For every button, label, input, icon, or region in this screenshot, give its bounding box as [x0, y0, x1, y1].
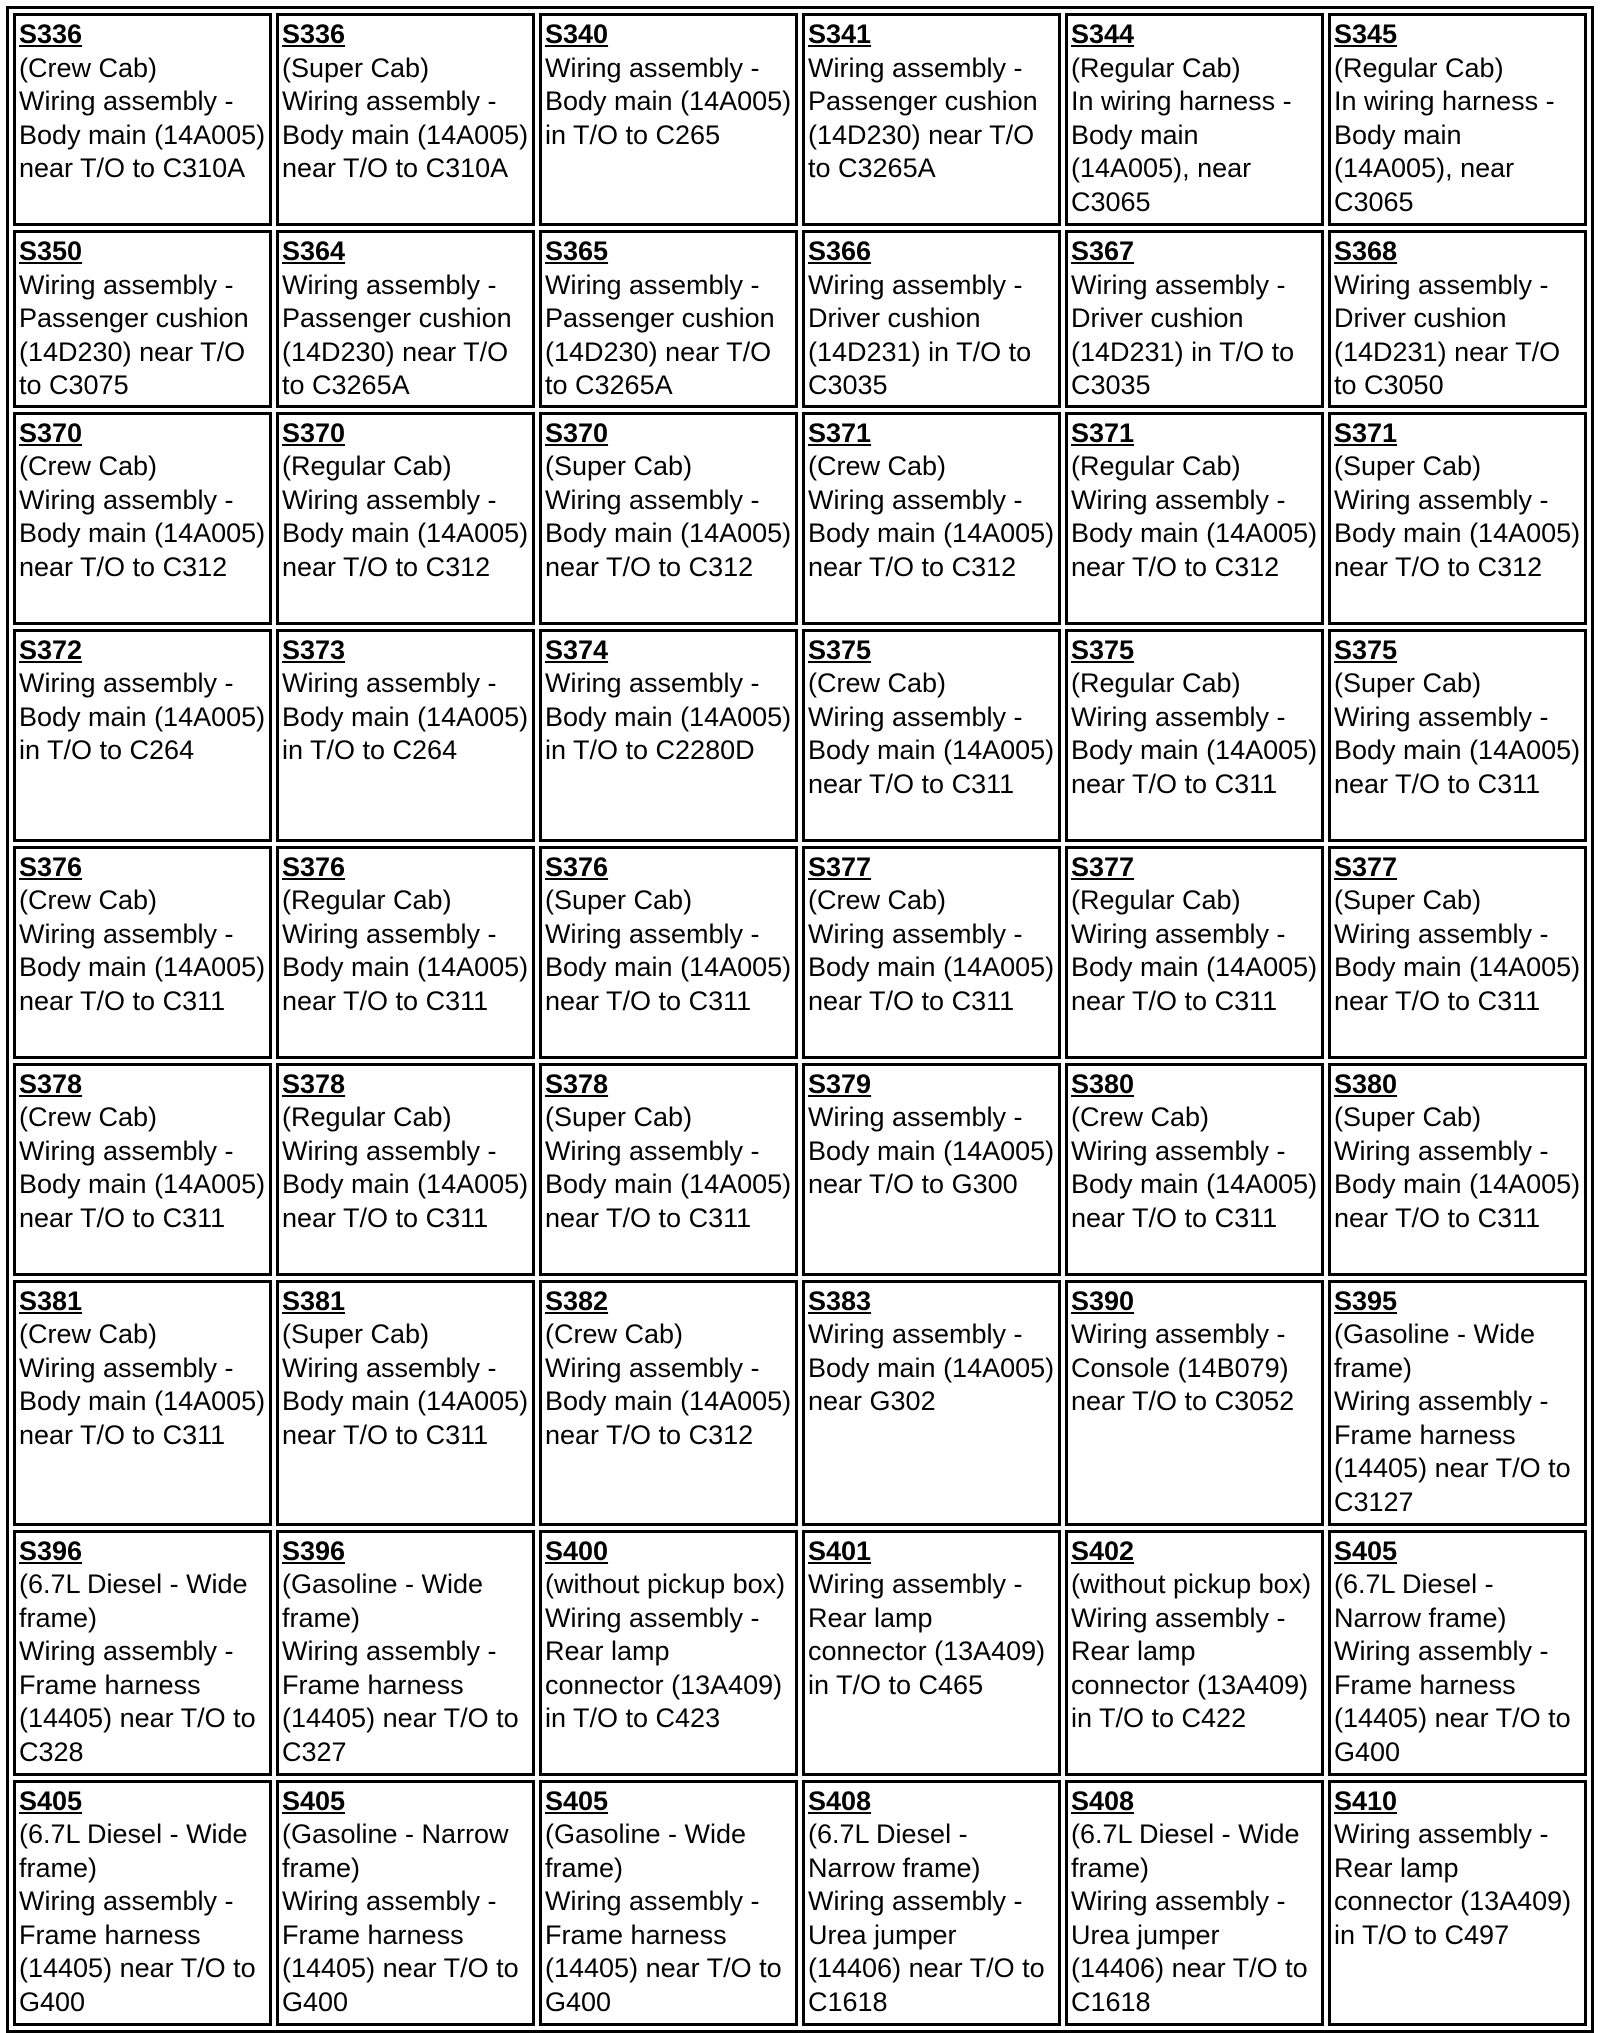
splice-location-description: Wiring assembly - Frame harness (14405) near T/O to G400: [282, 1886, 519, 2017]
splice-id: S364: [282, 236, 346, 266]
splice-location-description: Wiring assembly - Body main (14A005) near T/O to C311: [1071, 918, 1318, 1016]
splice-cell: [802, 1780, 1061, 2026]
splice-location-description: Wiring assembly - Body main (14A005) near T/O to C311: [1071, 701, 1318, 799]
vehicle-qualifier: (without pickup box): [545, 1569, 786, 1599]
splice-cell: [1328, 1280, 1587, 1526]
vehicle-qualifier: (Crew Cab): [19, 885, 158, 915]
splice-id: S379: [808, 1068, 872, 1099]
splice-cell: [802, 1280, 1061, 1526]
splice-cell: [13, 1063, 272, 1276]
splice-id: S380: [1334, 1068, 1398, 1099]
splice-id: S341: [808, 19, 872, 49]
splice-location-description: Wiring assembly - Body main (14A005) in T/O to C264: [19, 668, 266, 765]
splice-id: S381: [282, 1285, 346, 1316]
vehicle-qualifier: (Crew Cab): [808, 668, 947, 698]
splice-location-description: Wiring assembly - Body main (14A005) near T/O to C312: [1071, 484, 1318, 582]
splice-id: S368: [1334, 236, 1398, 266]
splice-id: S350: [19, 236, 83, 266]
vehicle-qualifier: (Regular Cab): [1071, 885, 1241, 915]
splice-location-description: Wiring assembly - Frame harness (14405) near T/O to C327: [282, 1636, 519, 1767]
splice-location-description: Wiring assembly - Rear lamp connector (13A409) in T/O to C497: [1334, 1819, 1572, 1950]
vehicle-qualifier: (Regular Cab): [1334, 52, 1504, 83]
splice-cell: [13, 1780, 272, 2026]
splice-location-description: Wiring assembly - Body main (14A005) near T/O to C311: [19, 918, 266, 1016]
splice-id: S376: [545, 851, 609, 882]
splice-id: S378: [282, 1068, 346, 1099]
splice-id: S377: [1334, 851, 1398, 882]
splice-id: S375: [1334, 634, 1398, 665]
splice-location-description: Wiring assembly - Frame harness (14405) near T/O to G400: [19, 1886, 256, 2017]
splice-location-description: Wiring assembly - Body main (14A005) near T/O to C311: [282, 1135, 529, 1233]
vehicle-qualifier: (Crew Cab): [19, 451, 158, 481]
splice-location-description: Wiring assembly - Body main (14A005) near T/O to C312: [545, 484, 792, 582]
splice-id: S378: [545, 1068, 609, 1099]
splice-cell: [1065, 412, 1324, 625]
vehicle-qualifier: (Crew Cab): [808, 451, 947, 481]
splice-id: S405: [282, 1785, 346, 1816]
splice-cell: [1328, 1780, 1587, 2026]
splice-id: S371: [1071, 417, 1135, 448]
splice-cell: [539, 1780, 798, 2026]
splice-id: S373: [282, 634, 346, 665]
splice-cell: [802, 1063, 1061, 1276]
splice-id: S371: [1334, 417, 1398, 448]
splice-location-description: Wiring assembly - Passenger cushion (14D230) near T/O to C3075: [19, 269, 249, 400]
splice-id: S396: [19, 1535, 83, 1566]
splice-cell: [539, 1530, 798, 1776]
splice-location-description: Wiring assembly - Driver cushion (14D231) near T/O to C3050: [1334, 269, 1561, 400]
vehicle-qualifier: (Super Cab): [545, 451, 693, 481]
splice-location-description: Wiring assembly - Body main (14A005) in T/O to C264: [282, 668, 529, 765]
splice-location-description: Wiring assembly - Body main (14A005) near T/O to C312: [19, 484, 266, 582]
splice-id: S405: [545, 1785, 609, 1816]
splice-location-description: Wiring assembly - Body main (14A005) near T/O to C311: [808, 701, 1055, 799]
splice-cell: [802, 230, 1061, 408]
splice-cell: [276, 1063, 535, 1276]
splice-id: S370: [545, 417, 609, 448]
splice-location-description: Wiring assembly - Body main (14A005) near G302: [808, 1319, 1055, 1416]
splice-location-description: Wiring assembly - Body main (14A005) near T/O to C311: [1334, 1135, 1581, 1233]
splice-location-description: Wiring assembly - Body main (14A005) near T/O to C311: [19, 1352, 266, 1450]
splice-cell: [276, 1280, 535, 1526]
splice-location-description: Wiring assembly - Rear lamp connector (13A409) in T/O to C465: [808, 1569, 1046, 1700]
splice-cell: [13, 1280, 272, 1526]
vehicle-qualifier: (Regular Cab): [282, 451, 452, 481]
splice-location-description: Wiring assembly - Frame harness (14405) near T/O to G400: [1334, 1636, 1571, 1767]
splice-location-description: Wiring assembly - Rear lamp connector (13A409) in T/O to C423: [545, 1602, 783, 1733]
splice-cell: [1065, 1280, 1324, 1526]
splice-id: S408: [808, 1785, 872, 1816]
splice-cell: [539, 1063, 798, 1276]
splice-id: S382: [545, 1285, 609, 1316]
splice-location-description: Wiring assembly - Body main (14A005) near T/O to C311: [1071, 1135, 1318, 1233]
splice-cell: [1328, 1530, 1587, 1776]
table-row: [13, 1530, 1587, 1776]
splice-cell: [539, 629, 798, 842]
vehicle-qualifier: (Crew Cab): [545, 1319, 684, 1349]
splice-cell: [276, 1530, 535, 1776]
splice-cell: [802, 629, 1061, 842]
splice-location-description: In wiring harness - Body main (14A005), near C3065: [1071, 86, 1292, 217]
splice-location-description: Wiring assembly - Console (14B079) near T/O to C3052: [1071, 1319, 1295, 1416]
splice-cell: [276, 230, 535, 408]
splice-location-description: Wiring assembly - Body main (14A005) near T/O to C310A: [19, 86, 266, 183]
splice-id: S380: [1071, 1068, 1135, 1099]
splice-cell: [1328, 412, 1587, 625]
splice-cell: [1328, 13, 1587, 226]
splice-cell: [802, 1530, 1061, 1776]
splice-id: S408: [1071, 1785, 1135, 1816]
splice-location-description: Wiring assembly - Driver cushion (14D231) in T/O to C3035: [808, 269, 1032, 400]
splice-id: S371: [808, 417, 872, 448]
splice-location-description: Wiring assembly - Driver cushion (14D231) in T/O to C3035: [1071, 269, 1295, 400]
splice-location-description: Wiring assembly - Frame harness (14405) near T/O to C328: [19, 1636, 256, 1767]
vehicle-qualifier: (Gasoline - Wide frame): [282, 1569, 484, 1633]
splice-location-description: Wiring assembly - Body main (14A005) near T/O to C310A: [282, 86, 529, 183]
vehicle-qualifier: (Super Cab): [545, 1102, 693, 1132]
splice-location-description: Wiring assembly - Body main (14A005) near T/O to C312: [545, 1352, 792, 1450]
splice-location-description: Wiring assembly - Urea jumper (14406) near T/O to C1618: [808, 1886, 1045, 2017]
splice-cell: [1328, 846, 1587, 1059]
splice-id: S375: [1071, 634, 1135, 665]
splice-location-description: Wiring assembly - Body main (14A005) in T/O to C265: [545, 52, 792, 150]
splice-cell: [539, 13, 798, 226]
splice-cell: [13, 629, 272, 842]
vehicle-qualifier: (Super Cab): [545, 885, 693, 915]
splice-location-description: Wiring assembly - Body main (14A005) in T/O to C2280D: [545, 668, 792, 765]
splice-id: S405: [19, 1785, 83, 1816]
splice-location-description: Wiring assembly - Rear lamp connector (13A409) in T/O to C422: [1071, 1602, 1309, 1733]
vehicle-qualifier: (6.7L Diesel - Narrow frame): [1334, 1569, 1507, 1633]
splice-cell: [539, 230, 798, 408]
splice-id: S370: [19, 417, 83, 448]
splice-id: S367: [1071, 236, 1135, 266]
vehicle-qualifier: (Crew Cab): [19, 52, 158, 83]
splice-id: S396: [282, 1535, 346, 1566]
splice-location-description: Wiring assembly - Frame harness (14405) near T/O to G400: [545, 1886, 782, 2017]
splice-location-description: Wiring assembly - Body main (14A005) near T/O to C311: [1334, 918, 1581, 1016]
vehicle-qualifier: (Crew Cab): [808, 885, 947, 915]
splice-location-description: In wiring harness - Body main (14A005), near C3065: [1334, 86, 1555, 217]
table-row: [13, 629, 1587, 842]
vehicle-qualifier: (Super Cab): [1334, 451, 1482, 481]
splice-cell: [1328, 629, 1587, 842]
splice-cell: [276, 412, 535, 625]
table-row: [13, 1063, 1587, 1276]
splice-cell: [1065, 1780, 1324, 2026]
vehicle-qualifier: (Regular Cab): [1071, 668, 1241, 698]
vehicle-qualifier: (Super Cab): [282, 52, 430, 83]
splice-location-description: Wiring assembly - Body main (14A005) near T/O to C312: [1334, 484, 1581, 582]
splice-location-description: Wiring assembly - Body main (14A005) near T/O to G300: [808, 1102, 1055, 1199]
splice-cell: [802, 13, 1061, 226]
splice-id: S376: [282, 851, 346, 882]
splice-location-description: Wiring assembly - Body main (14A005) near T/O to C311: [1334, 701, 1581, 799]
vehicle-qualifier: (Crew Cab): [19, 1102, 158, 1132]
vehicle-qualifier: (6.7L Diesel - Wide frame): [19, 1569, 248, 1633]
splice-id: S400: [545, 1535, 609, 1566]
splice-cell: [1065, 1063, 1324, 1276]
splice-location-description: Wiring assembly - Body main (14A005) near T/O to C311: [282, 918, 529, 1016]
splice-location-description: Wiring assembly - Body main (14A005) near T/O to C311: [19, 1135, 266, 1233]
vehicle-qualifier: (Super Cab): [282, 1319, 430, 1349]
vehicle-qualifier: (Super Cab): [1334, 885, 1482, 915]
splice-location-description: Wiring assembly - Body main (14A005) near T/O to C311: [282, 1352, 529, 1450]
vehicle-qualifier: (Regular Cab): [1071, 451, 1241, 481]
vehicle-qualifier: (Regular Cab): [282, 885, 452, 915]
vehicle-qualifier: (Crew Cab): [1071, 1102, 1210, 1132]
splice-cell: [13, 230, 272, 408]
splice-id: S410: [1334, 1785, 1398, 1816]
vehicle-qualifier: (6.7L Diesel - Wide frame): [19, 1819, 248, 1883]
table-row: [13, 412, 1587, 625]
vehicle-qualifier: (Gasoline - Narrow frame): [282, 1819, 509, 1883]
vehicle-qualifier: (Crew Cab): [19, 1319, 158, 1349]
splice-location-description: Wiring assembly - Passenger cushion (14D230) near T/O to C3265A: [545, 269, 775, 400]
splice-id: S375: [808, 634, 872, 665]
splice-cell: [1065, 13, 1324, 226]
splice-cell: [802, 846, 1061, 1059]
splice-cell: [276, 1780, 535, 2026]
vehicle-qualifier: (6.7L Diesel - Narrow frame): [808, 1819, 981, 1883]
splice-cell: [13, 846, 272, 1059]
splice-location-description: Wiring assembly - Body main (14A005) near T/O to C311: [545, 1135, 792, 1233]
splice-cell: [276, 629, 535, 842]
vehicle-qualifier: (Regular Cab): [282, 1102, 452, 1132]
table-row: [13, 230, 1587, 408]
splice-id: S365: [545, 236, 609, 266]
splice-id: S377: [808, 851, 872, 882]
splice-cell: [1065, 629, 1324, 842]
splice-id: S395: [1334, 1285, 1398, 1316]
splice-location-description: Wiring assembly - Passenger cushion (14D230) near T/O to C3265A: [808, 52, 1038, 183]
vehicle-qualifier: (Gasoline - Wide frame): [545, 1819, 747, 1883]
splice-id: S402: [1071, 1535, 1135, 1566]
splice-cell: [802, 412, 1061, 625]
splice-location-description: Wiring assembly - Body main (14A005) near T/O to C312: [282, 484, 529, 582]
vehicle-qualifier: (Gasoline - Wide frame): [1334, 1319, 1536, 1383]
splice-id: S345: [1334, 19, 1398, 49]
splice-id: S336: [19, 19, 83, 49]
splice-id: S383: [808, 1285, 872, 1316]
splice-location-description: Wiring assembly - Frame harness (14405) near T/O to C3127: [1334, 1386, 1571, 1517]
splice-location-description: Wiring assembly - Body main (14A005) near T/O to C312: [808, 484, 1055, 582]
splice-id: S344: [1071, 19, 1135, 49]
splice-cell: [539, 846, 798, 1059]
splice-cell: [1065, 846, 1324, 1059]
table-row: [13, 1780, 1587, 2026]
vehicle-qualifier: (Regular Cab): [1071, 52, 1241, 83]
splice-id: S374: [545, 634, 609, 665]
splice-cell: [13, 412, 272, 625]
splice-id: S381: [19, 1285, 83, 1316]
splice-id: S340: [545, 19, 609, 49]
splice-location-description: Wiring assembly - Urea jumper (14406) near T/O to C1618: [1071, 1886, 1308, 2017]
splice-cell: [1328, 230, 1587, 408]
splice-cell: [13, 13, 272, 226]
splice-cell: [539, 1280, 798, 1526]
splice-id: S372: [19, 634, 83, 665]
table-row: [13, 13, 1587, 226]
splice-cell: [276, 13, 535, 226]
splice-id: S336: [282, 19, 346, 49]
splice-cell: [13, 1530, 272, 1776]
splice-location-description: Wiring assembly - Body main (14A005) near T/O to C311: [545, 918, 792, 1016]
splice-id: S390: [1071, 1285, 1135, 1316]
table-row: [13, 1280, 1587, 1526]
table-body: [13, 13, 1587, 2026]
table-row: [13, 846, 1587, 1059]
splice-id: S405: [1334, 1535, 1398, 1566]
splice-cell: [1065, 230, 1324, 408]
splice-id: S401: [808, 1535, 872, 1566]
splice-location-description: Wiring assembly - Passenger cushion (14D230) near T/O to C3265A: [282, 269, 512, 400]
splice-cell: [539, 412, 798, 625]
vehicle-qualifier: (Super Cab): [1334, 668, 1482, 698]
splice-id: S377: [1071, 851, 1135, 882]
splice-location-description: Wiring assembly - Body main (14A005) near T/O to C311: [808, 918, 1055, 1016]
splice-id: S366: [808, 236, 872, 266]
splice-id: S376: [19, 851, 83, 882]
vehicle-qualifier: (6.7L Diesel - Wide frame): [1071, 1819, 1300, 1883]
splice-id: S378: [19, 1068, 83, 1099]
vehicle-qualifier: (Super Cab): [1334, 1102, 1482, 1132]
vehicle-qualifier: (without pickup box): [1071, 1569, 1312, 1599]
splice-location-table: [6, 6, 1594, 2033]
splice-cell: [1065, 1530, 1324, 1776]
splice-cell: [276, 846, 535, 1059]
splice-cell: [1328, 1063, 1587, 1276]
splice-id: S370: [282, 417, 346, 448]
